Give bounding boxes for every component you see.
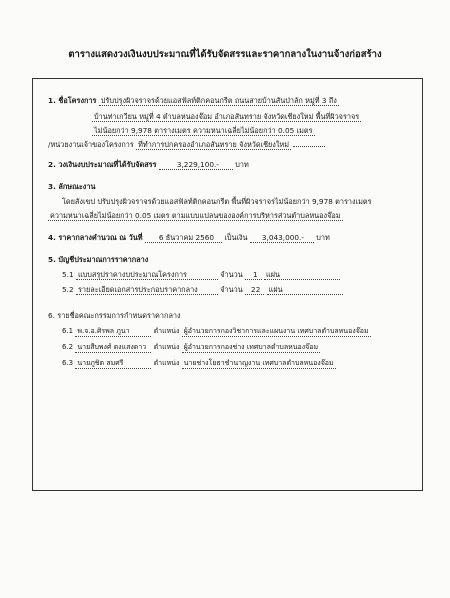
work-description-line1: โดยสังเขป ปรับปรุงผิวจราจรด้วยแอสฟัลท์ติกคอนกรีต พื้นที่ผิวจราจรไม่น้อยกว่า 9,978 ตารางเมตร (62, 197, 372, 206)
list-item-unit: แผ่น (264, 271, 340, 280)
project-name-line2: บ้านท่าเกวียน หมู่ที่ 4 ตำบลหนองจ๊อม อำเภอสันทราย จังหวัดเชียงใหม่ พื้นที่ผิวจราจร (94, 112, 360, 121)
reference-price-section (48, 234, 330, 243)
member-name: พ.จ.อ.ศิรพล ภูนา (75, 328, 151, 337)
member-name: นายสืบพงศ์ ตงแสงดาว (75, 344, 151, 353)
reference-price-label: 4. ราคากลางคำนวณ ณ วันที่ (48, 233, 143, 242)
member-position-label: ตำแหน่ง (153, 327, 180, 335)
member-position-label: ตำแหน่ง (153, 343, 180, 351)
list-item (62, 286, 343, 295)
estimate-list-label: 5. บัญชีประมาณการราคากลาง (48, 255, 149, 264)
member-number: 6.3 (62, 359, 74, 367)
agency-dots (293, 145, 325, 147)
list-item-count: 1 (245, 271, 262, 280)
project-section (48, 97, 339, 106)
member-number: 6.1 (62, 327, 74, 335)
list-item-number: 5.2 (62, 285, 74, 294)
committee-member (62, 344, 320, 353)
project-name-line1: ปรับปรุงผิวจราจรด้วยแอสฟัลท์ติกคอนกรีต ถนนสายบ้านสันป่าลัก หมู่ที่ 3 ถึง (100, 96, 337, 105)
member-position: ผู้อำนวยการกองช่าง เทศบาลตำบลหนองจ๊อม (183, 343, 319, 351)
member-position-label: ตำแหน่ง (153, 359, 180, 367)
list-item-count-label: จำนวน (220, 285, 243, 294)
project-name-line3: ไม่น้อยกว่า 9,978 ตารางเมตร ความหนาเฉลี่ยไม่น้อยกว่า 0.05 เมตร (94, 126, 313, 135)
reference-price-date: 6 ธันวาคม 2560 (145, 234, 222, 243)
work-description-line2: ความหนาเฉลี่ยไม่น้อยกว่า 0.05 เมตร ตามแบบแปลนขององค์การบริหารส่วนตำบลหนองจ๊อม (50, 211, 341, 220)
committee-label: 6. รายชื่อคณะกรรมการกำหนดราคากลาง (48, 311, 181, 320)
list-item-count: 22 (245, 286, 264, 295)
list-item-count-label: จำนวน (220, 270, 243, 279)
agency-value: ที่ทำการปกครองอำเภอสันทราย จังหวัดเชียงใหม่ (138, 140, 290, 149)
budget-section (48, 161, 249, 170)
budget-unit: บาท (235, 160, 249, 169)
list-item (62, 271, 340, 280)
list-item-unit: แผ่น (267, 286, 343, 295)
project-label: 1. ชื่อโครงการ (48, 96, 97, 105)
member-name: นายภูชิต สมศรี (75, 360, 151, 369)
list-item-text: แบบสรุปราคางบประมาณโครงการ (76, 271, 218, 280)
member-position: ผู้อำนวยการกองวิชาการและแผนงาน เทศบาลตำบลหนองจ๊อม (183, 327, 369, 335)
budget-label: 2. วงเงินงบประมาณที่ได้รับจัดสรร (48, 160, 157, 169)
agency-label: /หน่วยงานเจ้าของโครงการ (48, 140, 134, 149)
reference-price-amount: 3,043,000.- (250, 234, 314, 243)
budget-amount: 3,229,100.- (159, 161, 233, 170)
committee-member (62, 360, 336, 369)
committee-member (62, 328, 371, 337)
list-item-text: รายละเอียดเอกสารประกอบราคากลาง (76, 286, 218, 295)
member-number: 6.2 (62, 343, 74, 351)
reference-price-unit: บาท (316, 233, 330, 242)
list-item-number: 5.1 (62, 270, 74, 279)
document-title: ตารางแสดงวงเงินงบประมาณที่ได้รับจัดสรรและราคากลางในงานจ้างก่อสร้าง (68, 49, 382, 60)
member-position: นายช่างโยธาชำนาญงาน เทศบาลตำบลหนองจ๊อม (183, 359, 334, 367)
reference-price-mid: เป็นเงิน (224, 233, 248, 242)
work-type-label: 3. ลักษณะงาน (48, 182, 96, 191)
